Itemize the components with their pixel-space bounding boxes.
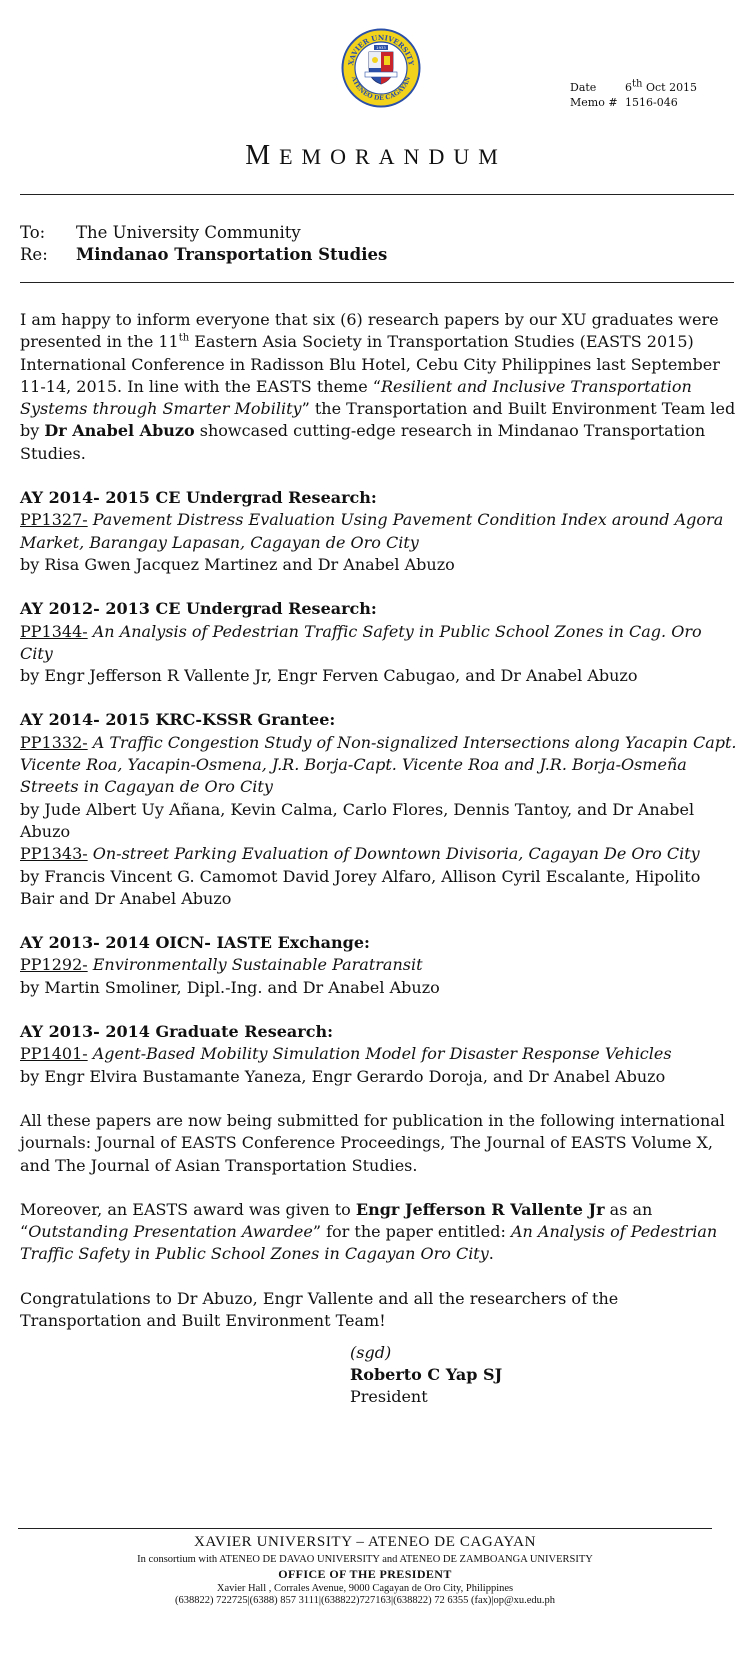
paper-authors: by Risa Gwen Jacquez Martinez and Dr Anabel Abuzo: [20, 554, 455, 574]
paper-authors: by Engr Jefferson R Vallente Jr, Engr Ferven Cabugao, and Dr Anabel Abuzo: [20, 666, 638, 686]
section-heading: AY 2014- 2015 KRC-KSSR Grantee:: [20, 710, 336, 730]
paper-title: On-street Parking Evaluation of Downtown Divisoria, Cagayan De Oro City: [87, 844, 700, 864]
footer-consortium: In consortium with ATENEO DE DAVAO UNIVERSITY and ATENEO DE ZAMBOANGA UNIVERSITY: [137, 1554, 593, 1565]
paper-entry: [20, 621, 738, 666]
divider: [20, 194, 734, 195]
paper-title: Agent-Based Mobility Simulation Model for Disaster Response Vehicles: [87, 1044, 672, 1064]
paper-code: PP1344-: [20, 621, 88, 641]
to-value: The University Community: [76, 223, 301, 242]
footer-office: OFFICE OF THE PRESIDENT: [278, 1567, 452, 1581]
footer-contact: (638822) 722725|(6388) 857 3111|(638822)727163|(638822) 72 6355 (fax)|op@xu.edu.ph: [174, 1595, 556, 1606]
research-section: [20, 487, 738, 576]
research-section: [20, 932, 738, 999]
memo-number-value: 1516-046: [625, 96, 678, 109]
intro-paragraph: I am happy to inform everyone that six (6) research papers by our XU graduates were presented in the 11th Eastern Asia Society in Transportation Studies (EASTS 2015) International Conference in Radisson Blu Hotel, Cebu City Philippines last September 11-14, 2015. In line with the EASTS theme “Resilient and Inclusive Transportation Systems through Smarter Mobility” the Transportation and Built Environment Team led by Dr Anabel Abuzo showcased cutting-edge research in Mindanao Transportation Studies.: [20, 310, 736, 463]
paper-authors: by Francis Vincent G. Camomot David Jorey Alfaro, Allison Cyril Escalante, Hipolito Bair and Dr Anabel Abuzo: [20, 866, 701, 908]
award-paragraph: Moreover, an EASTS award was given to Engr Jefferson R Vallente Jr as an “Outstanding Presentation Awardee” for the paper entitled: An Analysis of Pedestrian Traffic Safety in Public School Zones in Cagayan Oro City.: [20, 1199, 718, 1264]
signatory-title: President: [350, 1387, 428, 1406]
paper-authors: by Martin Smoliner, Dipl.-Ing. and Dr Anabel Abuzo: [20, 977, 440, 997]
signature-block: [350, 1342, 502, 1408]
paper-entry: [20, 843, 738, 865]
paper-title: Pavement Distress Evaluation Using Pavement Condition Index around Agora Market, Barangay Lapasan, Cagayan de Oro City: [20, 510, 724, 552]
section-heading: AY 2012- 2013 CE Undergrad Research:: [20, 599, 377, 619]
section-heading: AY 2013- 2014 Graduate Research:: [20, 1022, 333, 1042]
memo-number-label: Memo #: [570, 96, 618, 109]
paper-authors: by Engr Elvira Bustamante Yaneza, Engr Gerardo Doroja, and Dr Anabel Abuzo: [20, 1066, 666, 1086]
research-section: [20, 709, 738, 910]
footer-university: XAVIER UNIVERSITY – ATENEO DE CAGAYAN: [193, 1534, 537, 1550]
footer-address: Xavier Hall , Corrales Avenue, 9000 Cagayan de Oro City, Philippines: [216, 1583, 514, 1594]
paper-code: PP1343-: [20, 844, 88, 864]
paper-entry: [20, 954, 738, 976]
paper-code: PP1327-: [20, 510, 88, 530]
paper-entry: [20, 1043, 738, 1065]
paper-title: Environmentally Sustainable Paratransit: [87, 955, 423, 975]
re-value: Mindanao Transportation Studies: [76, 245, 388, 264]
section-heading: AY 2013- 2014 OICN- IASTE Exchange:: [20, 933, 370, 953]
date-value: 6th Oct 2015: [625, 78, 698, 94]
memo-body: [20, 309, 738, 1354]
to-label: To:: [20, 223, 46, 242]
research-sections: [20, 487, 738, 1088]
memo-meta: [570, 80, 697, 110]
congratulations-paragraph: Congratulations to Dr Abuzo, Engr Vallente and all the researchers of the Transportation and Built Environment Team!: [20, 1288, 619, 1330]
research-section: [20, 1021, 738, 1088]
memo-title: MEMORANDUM: [245, 140, 507, 171]
divider: [20, 282, 734, 283]
seal-bottom-text: ATENEO DE CAGAYAN: [349, 75, 413, 103]
date-label: Date: [570, 81, 597, 94]
to-re-block: [20, 222, 387, 266]
section-heading: AY 2014- 2015 CE Undergrad Research:: [20, 488, 377, 508]
paper-entry: [20, 732, 738, 799]
paper-authors: by Jude Albert Uy Añana, Kevin Calma, Carlo Flores, Dennis Tantoy, and Dr Anabel Abuzo: [20, 799, 695, 841]
paper-code: PP1401-: [20, 1044, 88, 1064]
paper-title: A Traffic Congestion Study of Non-signalized Intersections along Yacapin Capt. Vicente Roa, Yacapin-Osmena, J.R. Borja-Capt. Vicente Roa and J.R. Borja-Osmeña Streets in Cagayan de Oro City: [20, 732, 737, 797]
publication-paragraph: All these papers are now being submitted for publication in the following international journals: Journal of EASTS Conference Proceedings, The Journal of EASTS Volume X, and The Journal of Asian Transportation Studies.: [20, 1110, 725, 1175]
re-label: Re:: [20, 245, 48, 264]
paper-code: PP1292-: [20, 955, 88, 975]
seal-year: 1933: [376, 45, 386, 50]
research-section: [20, 598, 738, 687]
paper-entry: [20, 509, 738, 554]
footer-divider: [18, 1528, 712, 1529]
signatory-name: Roberto C Yap SJ: [350, 1365, 503, 1384]
seal-top-text: XAVIER UNIVERSITY: [346, 32, 416, 67]
paper-code: PP1332-: [20, 732, 88, 752]
footer: [18, 1532, 712, 1606]
paper-title: An Analysis of Pedestrian Traffic Safety in Public School Zones in Cag. Oro City: [20, 621, 702, 663]
signed-mark: (sgd): [350, 1343, 392, 1362]
university-seal-logo: [341, 28, 421, 108]
